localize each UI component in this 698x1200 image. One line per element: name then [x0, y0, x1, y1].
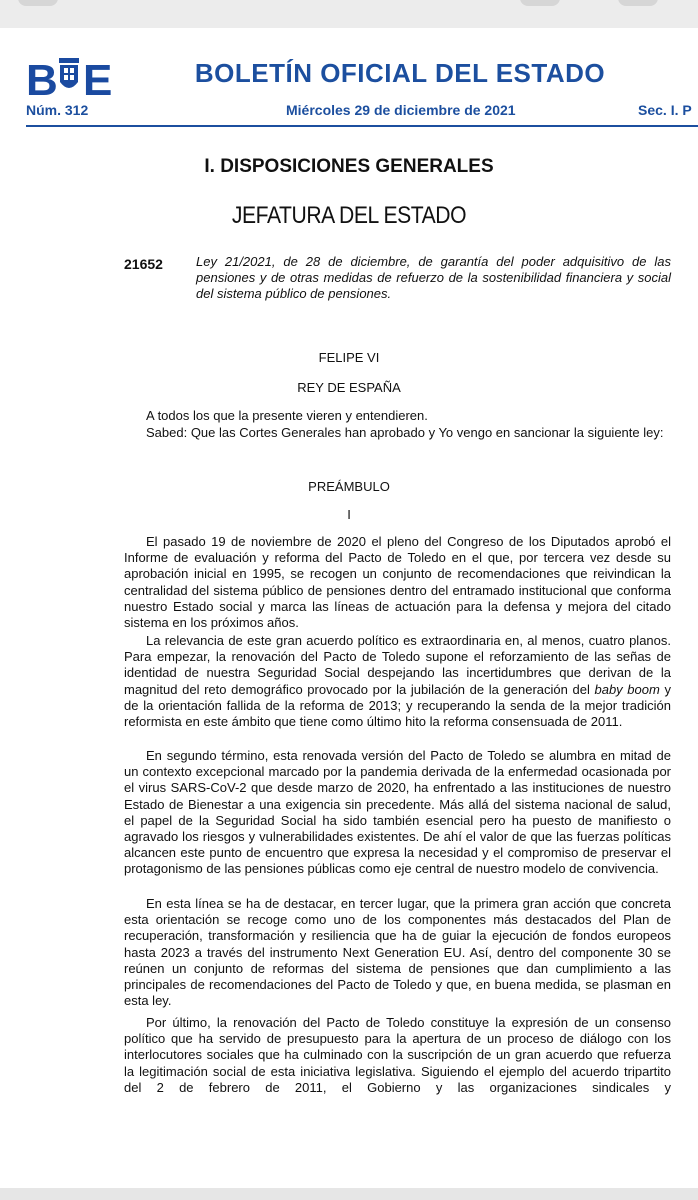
paragraph-4: En esta línea se ha de destacar, en tercer lugar, que la primera gran acción que concreta esta orientación se recoge como uno de los componentes más destacados del Plan de recuperación, transformación y resiliencia que ha de guiar la ejecución de fondos europeos hasta 2023 a través del instrumento Next Generation EU. Así, dentro del componente 30 se reúnen un conjunto de reformas del sistema de pensiones que dan cumplimiento a las principales de recomendaciones del Pacto de Toledo y que, en buena medida, se plasman en esta ley.: [124, 896, 671, 1009]
monarch-title: REY DE ESPAÑA: [297, 380, 401, 395]
baby-boom-term: baby boom: [594, 681, 660, 697]
logo-letter-b: B: [26, 56, 58, 105]
partial-top-right-icon[interactable]: [618, 0, 658, 10]
paragraph-2-part-2: y de la orientación fallida de la reforma de 2013; y recuperando la senda de la mejor tradición reformista en este ámbito que tiene como último hito la reforma consensuada de 2011.: [124, 681, 671, 730]
issue-section: Sec. I. P: [638, 102, 692, 118]
law-reference-number: 21652: [124, 256, 163, 272]
monarch-name: FELIPE VI: [318, 350, 380, 365]
paragraph-1: El pasado 19 de noviembre de 2020 el pleno del Congreso de los Diputados aprobó el Informe de evaluación y reforma del Pacto de Toledo en el que, por tercera vez desde su aprobación inicial en 1995, se recogen un conjunto de recomendaciones que reivindican la centralidad del sistema público de pensiones dentro del entramado institucional que conforma nuestro Estado social y marca las líneas de actuación para la defensa y mejora del citado sistema en los próximos años.: [124, 534, 671, 631]
partial-top-left-icon[interactable]: [18, 0, 58, 10]
top-strip: [0, 0, 698, 28]
paragraph-2-part-1: La relevancia de este gran acuerdo político es extraordinaria en, al menos, cuatro planos. Para empezar, la renovación del Pacto de Toledo supone el reforzamiento de las señas de identidad de nuestra Seguridad Social despejando las incertidumbres que derivan de la magnitud del reto demográfico provocado por la jubilación de la generación del: [124, 633, 671, 697]
partial-search-icon[interactable]: [520, 0, 560, 10]
organization-heading: JEFATURA DEL ESTADO: [231, 202, 467, 229]
header-divider: [26, 125, 698, 127]
issue-number: Núm. 312: [26, 102, 89, 118]
section-heading: I. DISPOSICIONES GENERALES: [204, 156, 494, 177]
law-title: Ley 21/2021, de 28 de diciembre, de garantía del poder adquisitivo de las pensiones y de otras medidas de refuerzo de la sostenibilidad financiera y social del sistema público de pensiones.: [196, 254, 671, 301]
logo-letter-e: E: [83, 56, 113, 105]
issue-date: Miércoles 29 de diciembre de 2021: [286, 102, 516, 118]
greeting-text: A todos los que la presente vieren y entendieren.: [146, 408, 428, 423]
issue-meta: [26, 102, 698, 124]
bottom-strip: [0, 1188, 698, 1200]
coat-of-arms-icon: [57, 56, 81, 96]
preamble-heading: PREÁMBULO: [308, 479, 390, 494]
chapter-number: I: [347, 507, 351, 522]
gazette-title: BOLETÍN OFICIAL DEL ESTADO: [194, 58, 606, 88]
paragraph-5: Por último, la renovación del Pacto de Toledo constituye la expresión de un consenso político que ha servido de presupuesto para la apertura de un proceso de diálogo con los interlocutores sociales que ha culminado con la suscripción de un gran acuerdo que refuerza la legitimación social de esta iniciativa legislativa. Siguiendo el ejemplo del acuerdo tripartito del 2 de febrero de 2011, el Gobierno y las organizaciones sindicales y: [124, 1015, 671, 1095]
paragraph-2: [124, 633, 671, 730]
sabed-text: Sabed: Que las Cortes Generales han aprobado y Yo vengo en sancionar la siguiente ley:: [146, 425, 664, 440]
paragraph-3: En segundo término, esta renovada versión del Pacto de Toledo se alumbra en mitad de un contexto excepcional marcado por la pandemia derivada de la enfermedad ocasionada por el virus SARS-CoV-2 que desde marzo de 2020, ha enfrentado a las instituciones de nuestro Estado de Bienestar a una exigencia sin precedente. Más allá del sistema nacional de salud, el papel de la Seguridad Social ha sido también esencial pero ha puesto de manifiesto o agravado los riesgos y vulnerabilidades existentes. De ahí el valor de que las fuerzas políticas alcancen este punto de encuentro que expresa la necesidad y el compromiso de preservar el protagonismo de las pensiones públicas como eje central de nuestro modelo de convivencia.: [124, 748, 671, 877]
